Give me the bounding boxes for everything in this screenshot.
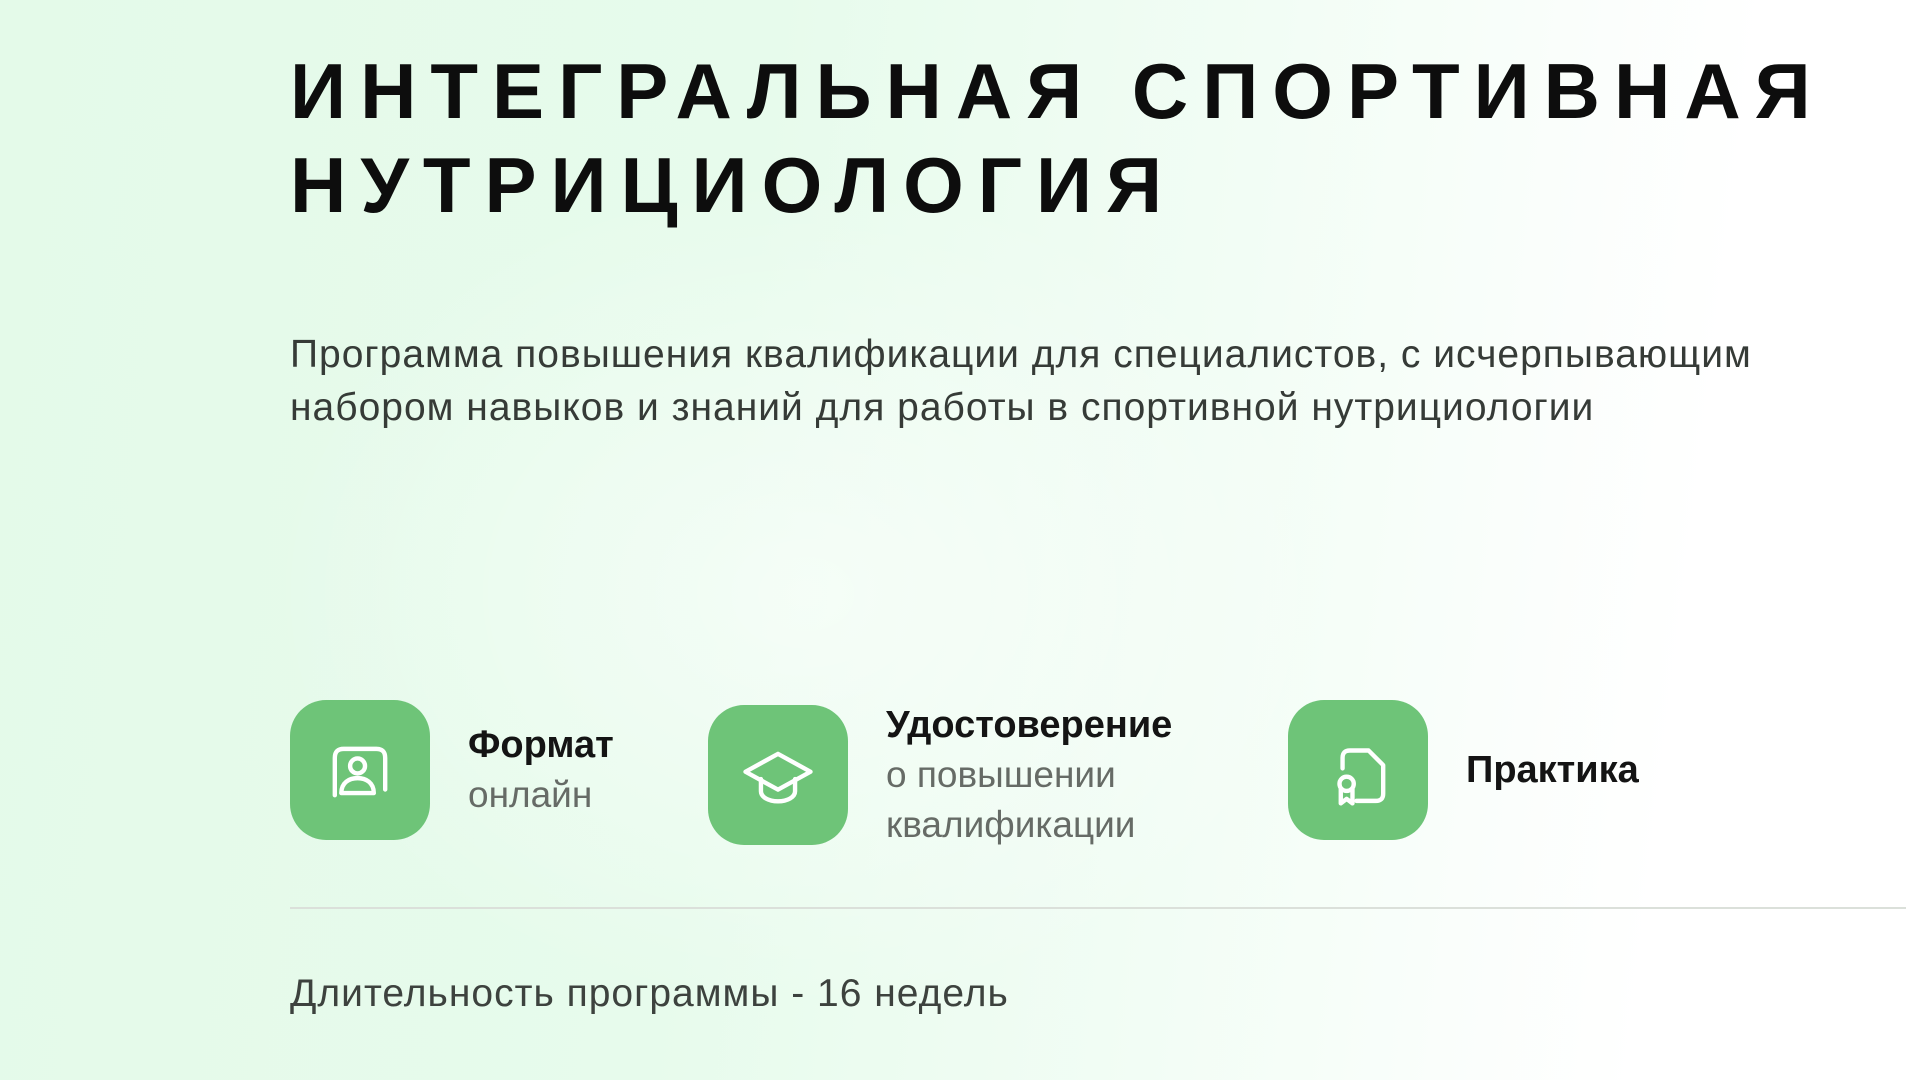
feature-title: Практика	[1466, 749, 1639, 791]
program-description-line2: набором навыков и знаний для работы в спортивной нутрициологии	[290, 386, 1595, 429]
feature-item-practice	[1288, 700, 1639, 840]
page-title-line1: ИНТЕГРАЛЬНАЯ СПОРТИВНАЯ	[290, 47, 1825, 135]
program-description-line1: Программа повышения квалификации для специалистов, с исчерпывающим	[290, 333, 1752, 376]
user-frame-icon	[290, 700, 430, 840]
program-duration-text: Длительность программы - 16 недель	[290, 972, 1009, 1015]
certificate-icon	[1288, 700, 1428, 840]
feature-text	[1466, 745, 1639, 795]
page-title-line2: НУТРИЦИОЛОГИЯ	[290, 141, 1177, 229]
feature-item-certificate	[708, 700, 1172, 850]
graduation-cap-icon	[708, 705, 848, 845]
feature-title: Формат	[468, 724, 614, 766]
divider	[290, 907, 1906, 909]
feature-subtitle: онлайн	[468, 774, 593, 815]
feature-text	[886, 700, 1172, 850]
feature-subtitle: квалификации	[886, 804, 1136, 845]
feature-text	[468, 720, 614, 820]
feature-subtitle: о повышении	[886, 754, 1116, 795]
feature-title: Удостоверение	[886, 704, 1173, 746]
feature-item-format	[290, 700, 614, 840]
